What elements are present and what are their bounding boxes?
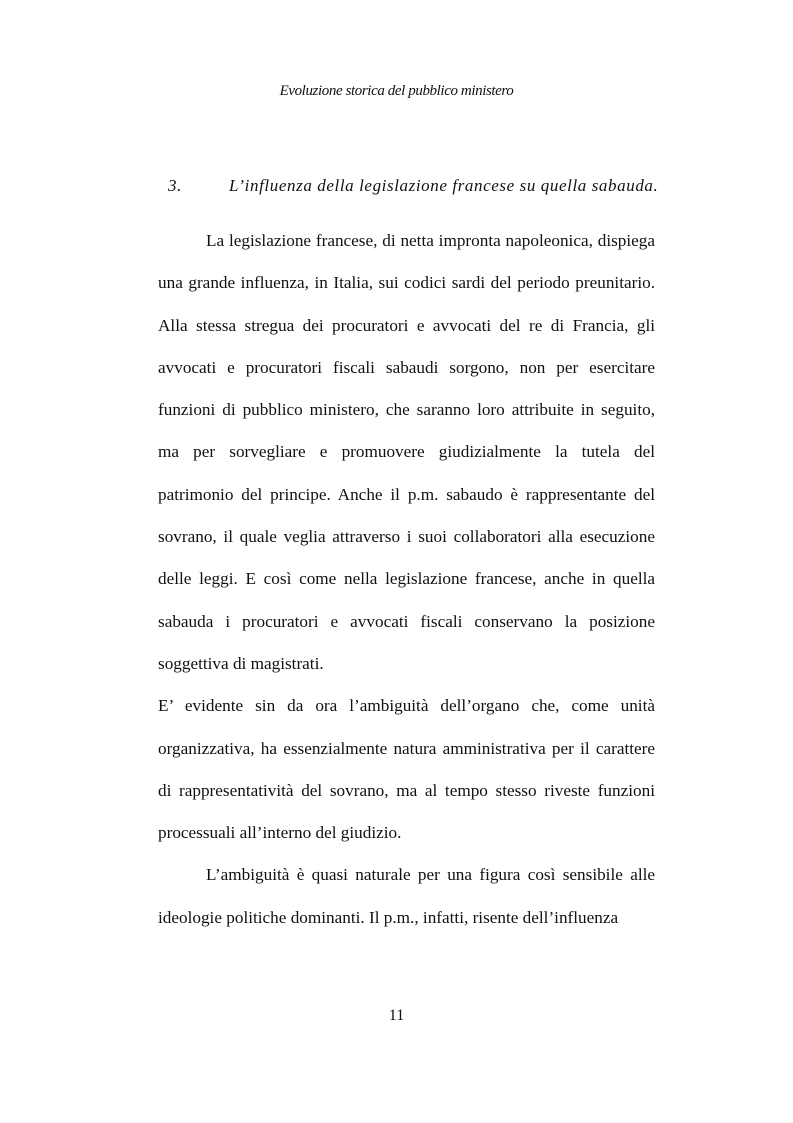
body-text (158, 220, 655, 939)
paragraph-2: E’ evidente sin da ora l’ambiguità dell’organo che, come unità organizzativa, ha essenzialmente natura amministrativa per il carattere di rappresentatività del sovrano, ma al tempo stesso riveste funzioni processuali all’interno del giudizio. (158, 696, 655, 843)
paragraph-1: La legislazione francese, di netta impronta napoleonica, dispiega una grande influenza, in Italia, sui codici sardi del periodo preunitario. Alla stessa stregua dei procuratori e avvocati del re di Francia, gli avvocati e procuratori fiscali sabaudi sorgono, non per esercitare funzioni di pubblico ministero, che saranno loro attribuite in seguito, ma per sorvegliare e promuovere giudizialmente la tutela del patrimonio del principe. Anche il p.m. sabaudo è rappresentante del sovrano, il quale veglia attraverso i suoi collaboratori alla esecuzione delle leggi. E così come nella legislazione francese, anche in quella sabauda i procuratori e avvocati fiscali conservano la posizione soggettiva di magistrati. (158, 231, 655, 673)
paragraph-3: L’ambiguità è quasi naturale per una figura così sensibile alle ideologie politiche dominanti. Il p.m., infatti, risente dell’influenza (158, 865, 655, 927)
page-number: 11 (388, 1007, 405, 1024)
section-number: 3. (168, 176, 182, 195)
section-title: L’influenza della legislazione francese su quella sabauda. (229, 176, 659, 195)
running-header: Evoluzione storica del pubblico ministero (279, 83, 514, 99)
section-heading (168, 176, 658, 196)
